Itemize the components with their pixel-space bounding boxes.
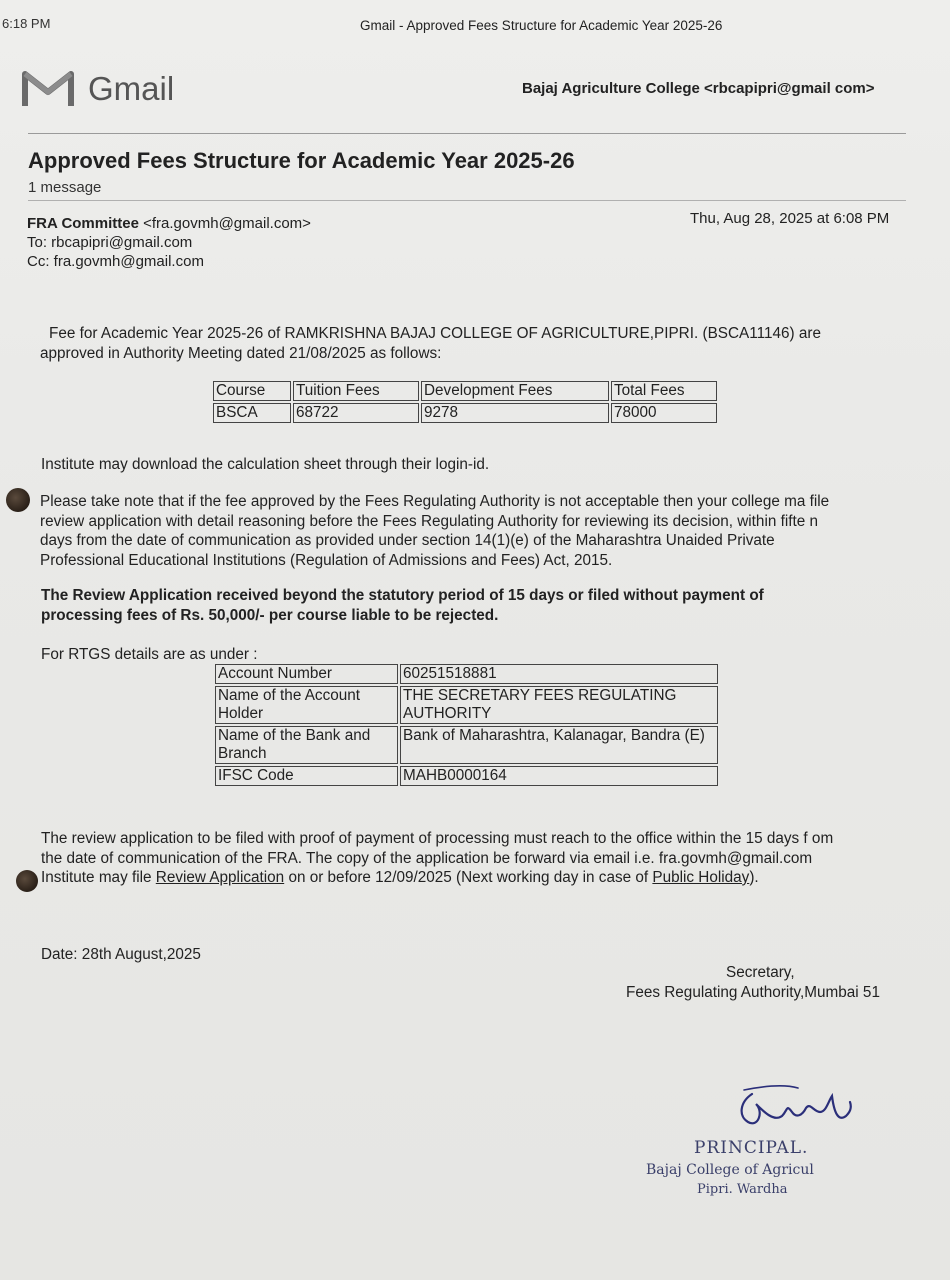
review-line: review application with detail reasoning before the Fees Regulating Authority for reviewing its decision, within fifte n xyxy=(40,512,819,530)
review-line: days from the date of communication as provided under section 14(1)(e) of the Maharashtra Unaided Private xyxy=(40,532,775,549)
stamp-location: Pipri. Wardha xyxy=(697,1182,788,1197)
rtgs-label: Name of the Account Holder xyxy=(215,686,398,724)
print-time: 6:18 PM xyxy=(2,16,51,31)
stamp-title: PRINCIPAL. xyxy=(694,1138,809,1158)
fees-table-header xyxy=(213,381,717,401)
fees-table-row xyxy=(213,403,717,423)
recipient-to: To: rbcapipri@gmail.com xyxy=(27,234,193,251)
intro-line-1: Fee for Academic Year 2025-26 of RAMKRISHNA BAJAJ COLLEGE OF AGRICULTURE,PIPRI. (BSCA11146) are xyxy=(49,325,821,342)
review-note xyxy=(40,492,829,570)
download-note: Institute may download the calculation sheet through their login-id. xyxy=(41,456,490,473)
public-holiday-link[interactable]: Public Holiday xyxy=(652,869,750,886)
warning-note xyxy=(41,586,764,625)
review-line: Professional Educational Institutions (Regulation of Admissions and Fees) Act, 2015. xyxy=(40,551,613,569)
rtgs-row xyxy=(215,766,718,786)
sender-name: FRA Committee xyxy=(27,215,139,232)
rtgs-row xyxy=(215,664,718,684)
review-line: Please take note that if the fee approved by the Fees Regulating Authority is not acceptable then your college ma file xyxy=(40,493,830,510)
recipient-cc: Cc: fra.govmh@gmail.com xyxy=(27,253,204,270)
rtgs-value: MAHB0000164 xyxy=(400,766,718,786)
fees-cell-course: BSCA xyxy=(213,403,291,423)
letter-date: Date: 28th August,2025 xyxy=(41,946,201,963)
signature-image xyxy=(734,1082,864,1142)
rtgs-table xyxy=(213,662,720,788)
fees-header-cell: Tuition Fees xyxy=(293,381,419,401)
fees-cell-development: 9278 xyxy=(421,403,609,423)
rtgs-value: Bank of Maharashtra, Kalanagar, Bandra (E) xyxy=(400,726,718,764)
gmail-logo-icon xyxy=(22,68,74,108)
sender-email: <fra.govmh@gmail.com> xyxy=(143,215,311,232)
submission-line: the date of communication of the FRA. The copy of the application be forward via email i.e. fra.govmh@gmail.com xyxy=(41,849,813,867)
sent-date: Thu, Aug 28, 2025 at 6:08 PM xyxy=(690,210,890,227)
rtgs-value: THE SECRETARY FEES REGULATING AUTHORITY xyxy=(400,686,718,724)
punch-hole xyxy=(6,488,30,512)
fees-header-cell: Development Fees xyxy=(421,381,609,401)
intro-paragraph xyxy=(40,324,920,363)
warning-line: processing fees of Rs. 50,000/- per course liable to be rejected. xyxy=(41,606,499,624)
rtgs-intro: For RTGS details are as under : xyxy=(41,646,258,663)
submission-note xyxy=(41,829,833,888)
fees-table xyxy=(211,379,719,425)
sender xyxy=(27,215,311,232)
signatory-org: Fees Regulating Authority,Mumbai 51 xyxy=(626,984,880,1001)
print-title: Gmail - Approved Fees Structure for Academic Year 2025-26 xyxy=(360,18,723,33)
fees-cell-total: 78000 xyxy=(611,403,717,423)
intro-line-2: approved in Authority Meeting dated 21/08/2025 as follows: xyxy=(40,344,442,362)
signatory-title: Secretary, xyxy=(726,964,795,981)
account-name: Bajaj Agriculture College <rbcapipri@gmail com> xyxy=(522,80,875,97)
deadline-middle: on or before 12/09/2025 (Next working day in case of xyxy=(288,869,649,886)
email-subject: Approved Fees Structure for Academic Year 2025-26 xyxy=(28,148,575,173)
punch-hole xyxy=(16,870,38,892)
stamp-college: Bajaj College of Agricul xyxy=(646,1162,814,1178)
header-divider xyxy=(28,133,906,134)
rtgs-label: IFSC Code xyxy=(215,766,398,786)
rtgs-row xyxy=(215,726,718,764)
fees-header-cell: Course xyxy=(213,381,291,401)
deadline-line xyxy=(41,868,833,888)
deadline-suffix: ). xyxy=(749,869,759,886)
rtgs-label: Name of the Bank and Branch xyxy=(215,726,398,764)
subject-divider xyxy=(28,200,906,201)
rtgs-value: 60251518881 xyxy=(400,664,718,684)
submission-line: The review application to be filed with proof of payment of processing must reach to the office within the 15 days f om xyxy=(41,830,834,847)
fees-header-cell: Total Fees xyxy=(611,381,717,401)
warning-line: The Review Application received beyond the statutory period of 15 days or filed without payment of xyxy=(41,587,764,604)
fees-cell-tuition: 68722 xyxy=(293,403,419,423)
review-application-link[interactable]: Review Application xyxy=(155,869,285,886)
rtgs-row xyxy=(215,686,718,724)
rtgs-label: Account Number xyxy=(215,664,398,684)
gmail-logo-text: Gmail xyxy=(88,70,175,107)
deadline-prefix: Institute may file xyxy=(41,869,152,886)
message-count: 1 message xyxy=(28,179,102,196)
